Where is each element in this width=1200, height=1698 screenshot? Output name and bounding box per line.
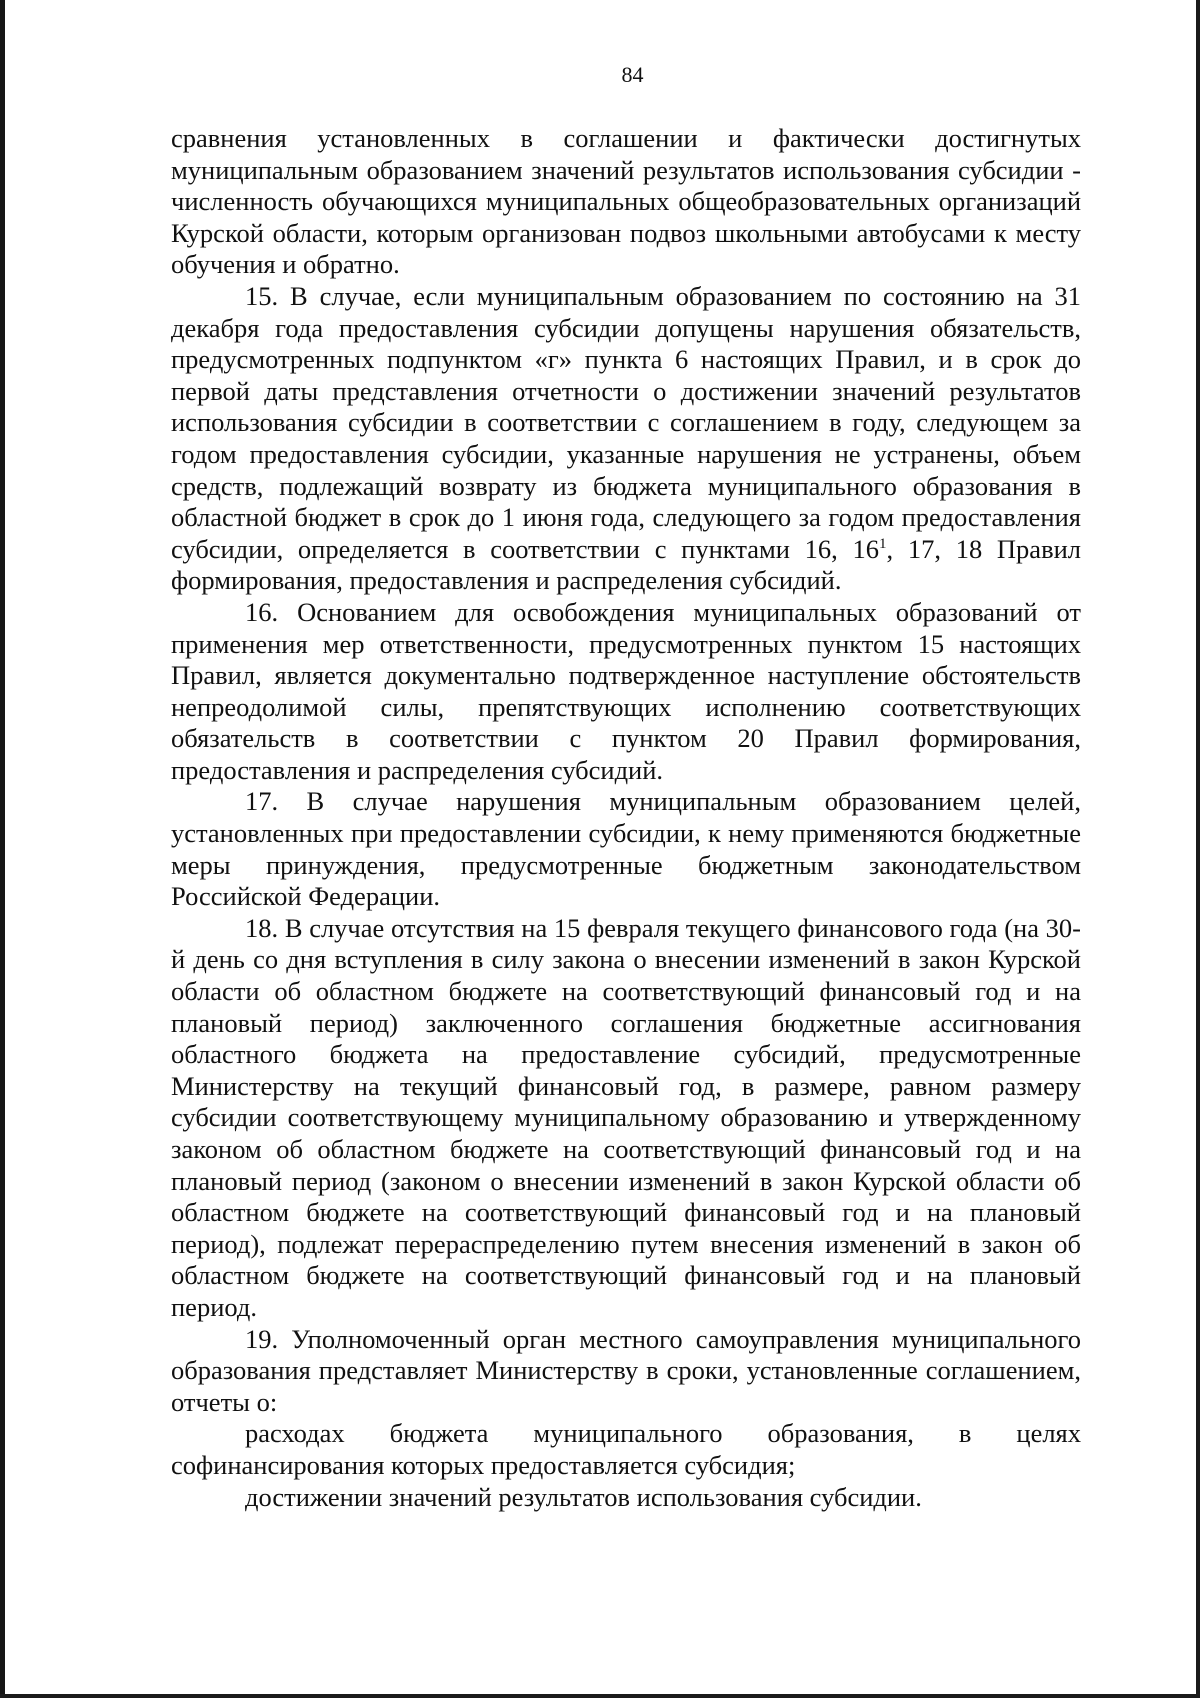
page-number: 84 bbox=[621, 62, 644, 87]
paragraph-item-15-text: 15. В случае, если муниципальным образованием по состоянию на 31 декабря года предоставления субсидии допущены нарушения обязательств, предусмотренных подпунктом «г» пункта 6 настоящих Правил, и в срок до первой даты представления отчетности о достижении значений результатов использования субсидии в соответствии с соглашением в году, следующем за годом предоставления субсидии, указанные нарушения не устранены, объем средств, подлежащий возврату из бюджета муниципального образования в областной бюджет в срок до 1 июня года, следующего за годом предоставления субсидии, определяется в соответствии с пунктами 16, 16 bbox=[171, 280, 1081, 564]
scan-edge-left bbox=[0, 0, 5, 1698]
paragraph-report-results: достижении значений результатов использования субсидии. bbox=[245, 1481, 922, 1512]
paragraph-item-17: 17. В случае нарушения муниципальным образованием целей, установленных при предоставлении субсидии, к нему применяются бюджетные меры принуждения, предусмотренные бюджетным законодательством Российской Федерации. bbox=[171, 786, 1081, 912]
scan-edge-bottom bbox=[0, 1694, 1200, 1698]
scan-edge-right bbox=[1196, 0, 1200, 1698]
paragraph-report-expenses: расходах бюджета муниципального образования, в целях софинансирования которых предоставляется субсидия; bbox=[171, 1418, 1081, 1480]
paragraph-item-18: 18. В случае отсутствия на 15 февраля текущего финансового года (на 30-й день со дня вступления в силу закона о внесении изменений в закон Курской области об областном бюджете на соответствующий финансовый год и на плановый период) заключенного соглашения бюджетные ассигнования областного бюджета на предоставление субсидий, предусмотренные Министерству на текущий финансовый год, в размере, равном размеру субсидии соответствующему муниципальному образованию и утвержденному законом об областном бюджете на соответствующий финансовый год и на плановый период (законом о внесении изменений в закон Курской области об областном бюджете на соответствующий финансовый год и на плановый период), подлежат перераспределению путем внесения изменений в закон об областном бюджете на соответствующий финансовый год и на плановый период. bbox=[171, 912, 1081, 1322]
paragraph-continuation: сравнения установленных в соглашении и фактически достигнутых муниципальным образованием значений результатов использования субсидии - численность обучающихся муниципальных общеобразовательных организаций Курской области, которым организован подвоз школьными автобусами к месту обучения и обратно. bbox=[171, 123, 1081, 280]
document-body bbox=[171, 123, 1081, 1513]
paragraph-item-16: 16. Основанием для освобождения муниципальных образований от применения мер ответственности, предусмотренных пунктом 15 настоящих Правил, является документально подтвержденное наступление обстоятельств непреодолимой силы, препятствующих исполнению соответствующих обязательств в соответствии с пунктом 20 Правил формирования, предоставления и распределения субсидий. bbox=[171, 596, 1081, 785]
paragraph-item-19: 19. Уполномоченный орган местного самоуправления муниципального образования представляет Министерству в сроки, установленные соглашением, отчеты о: bbox=[171, 1323, 1081, 1417]
paragraph-item-15-text-after: , 17, 18 Правил формирования, предоставления и распределения субсидий. bbox=[171, 533, 1081, 596]
paragraph-item-15 bbox=[171, 281, 1081, 597]
superscript-1: 1 bbox=[879, 535, 887, 552]
